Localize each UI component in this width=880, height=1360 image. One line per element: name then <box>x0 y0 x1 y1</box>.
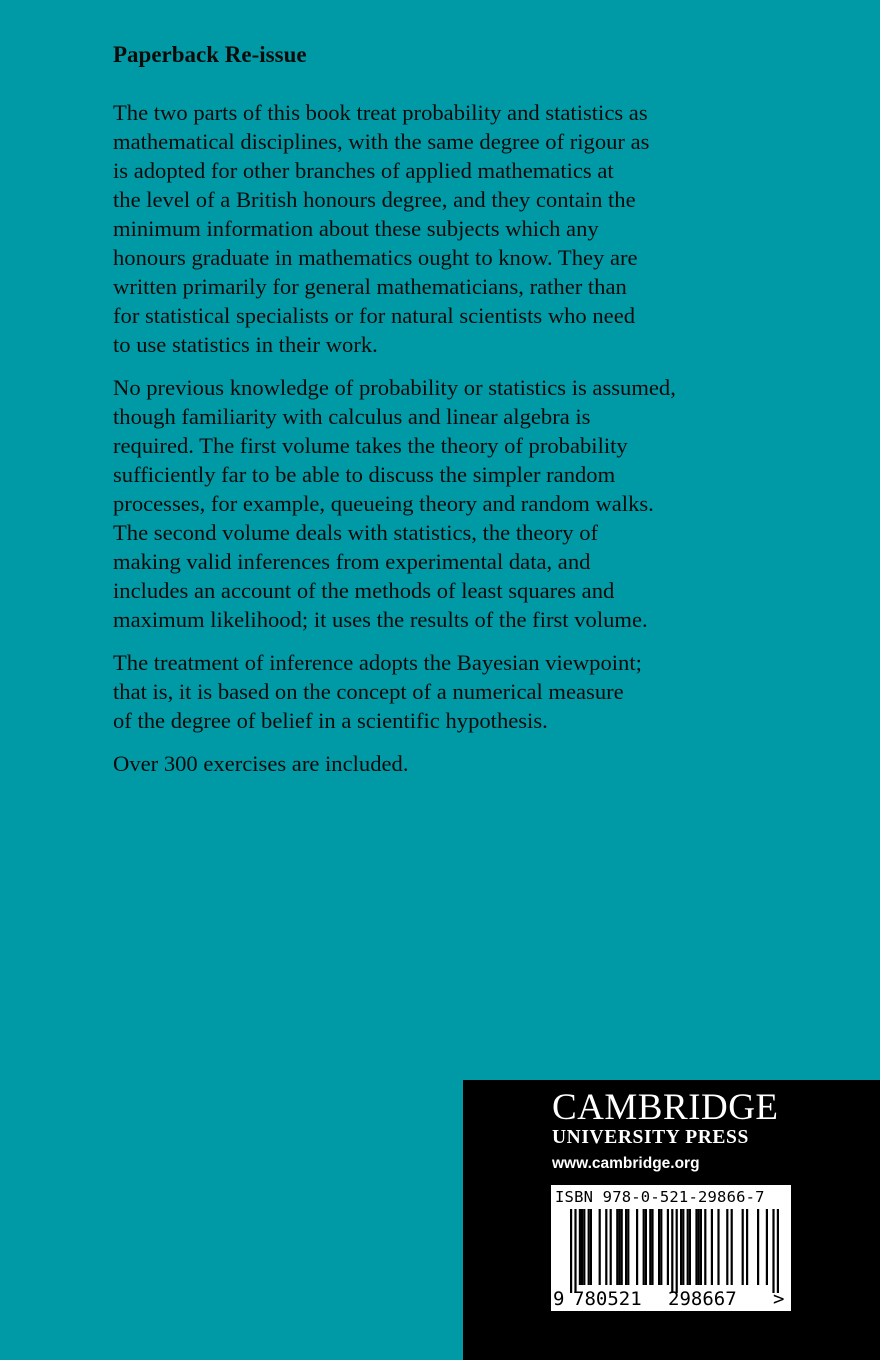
barcode-bar <box>700 1209 702 1285</box>
text-line: for statistical specialists or for natural scientists who need <box>113 303 636 328</box>
barcode-bar <box>695 1209 697 1285</box>
barcode-graphic <box>551 1185 791 1311</box>
text-line: maximum likelihood; it uses the results of the first volume. <box>113 607 648 632</box>
text-line: The second volume deals with statistics, the theory of <box>113 520 599 545</box>
barcode-bar <box>757 1209 759 1285</box>
barcode-bar <box>717 1209 719 1285</box>
barcode-bar <box>627 1209 629 1285</box>
blurb-section <box>113 40 813 792</box>
barcode-bar <box>590 1209 592 1285</box>
publisher-name: CAMBRIDGE <box>552 1087 779 1128</box>
text-line: to use statistics in their work. <box>113 332 378 357</box>
blurb-paragraph-4 <box>113 749 813 778</box>
barcode-bar <box>645 1209 647 1285</box>
barcode-bar <box>574 1209 576 1293</box>
barcode-left-digits: 780521 <box>573 1288 642 1310</box>
barcode-bar <box>667 1209 669 1285</box>
text-line: written primarily for general mathematicians, rather than <box>113 274 627 299</box>
blurb-paragraph-2 <box>113 373 813 634</box>
barcode-bar <box>687 1209 689 1285</box>
barcode-bar <box>746 1209 748 1285</box>
barcode-bar <box>618 1209 620 1285</box>
text-line: Over 300 exercises are included. <box>113 751 409 776</box>
barcode-bar <box>766 1209 768 1285</box>
barcode-bar <box>616 1209 618 1285</box>
barcode-bar <box>711 1209 713 1285</box>
barcode-right-digits: 298667 <box>668 1288 737 1310</box>
barcode-bar <box>651 1209 653 1285</box>
barcode-bar <box>636 1209 638 1285</box>
barcode-bar <box>658 1209 660 1285</box>
barcode-bar <box>588 1209 590 1285</box>
barcode-bar <box>689 1209 691 1285</box>
barcode-bar <box>625 1209 627 1285</box>
text-line: includes an account of the methods of least squares and <box>113 578 615 603</box>
publisher-panel <box>463 1080 880 1360</box>
barcode-bar <box>583 1209 585 1285</box>
barcode-bar <box>731 1209 733 1285</box>
barcode-bars <box>570 1209 779 1293</box>
barcode-bar <box>649 1209 651 1285</box>
barcode-bar <box>605 1209 607 1285</box>
text-line: of the degree of belief in a scientific hypothesis. <box>113 708 548 733</box>
barcode-bar <box>704 1209 706 1285</box>
text-line: processes, for example, queueing theory and random walks. <box>113 491 654 516</box>
blurb-paragraph-1 <box>113 98 813 359</box>
barcode-lead-digit: 9 <box>553 1288 565 1310</box>
text-line: The treatment of inference adopts the Bayesian viewpoint; <box>113 650 642 675</box>
barcode-bar <box>599 1209 601 1285</box>
barcode-bar <box>676 1209 678 1293</box>
isbn-barcode <box>551 1185 791 1311</box>
barcode-bar <box>671 1209 673 1293</box>
barcode-bar <box>570 1209 572 1293</box>
text-line: the level of a British honours degree, and they contain the <box>113 187 636 212</box>
barcode-bar <box>643 1209 645 1285</box>
blurb-paragraph-3 <box>113 648 813 735</box>
text-line: required. The first volume takes the theory of probability <box>113 433 628 458</box>
publisher-subtitle: UNIVERSITY PRESS <box>552 1127 749 1148</box>
barcode-bar <box>581 1209 583 1285</box>
blurb-heading: Paperback Re-issue <box>113 42 307 67</box>
barcode-bar <box>698 1209 700 1285</box>
text-line: sufficiently far to be able to discuss the simpler random <box>113 462 616 487</box>
barcode-bar <box>610 1209 612 1285</box>
text-line: though familiarity with calculus and linear algebra is <box>113 404 591 429</box>
barcode-bar <box>660 1209 662 1285</box>
isbn-label: ISBN 978-0-521-29866-7 <box>555 1188 765 1206</box>
text-line: that is, it is based on the concept of a numerical measure <box>113 679 624 704</box>
barcode-bar <box>772 1209 774 1293</box>
barcode-bar <box>682 1209 684 1285</box>
text-line: honours graduate in mathematics ought to know. They are <box>113 245 638 270</box>
barcode-bar <box>777 1209 779 1293</box>
text-line: mathematical disciplines, with the same degree of rigour as <box>113 129 650 154</box>
barcode-bar <box>680 1209 682 1285</box>
text-line: The two parts of this book treat probability and statistics as <box>113 100 648 125</box>
text-line: making valid inferences from experimental data, and <box>113 549 591 574</box>
barcode-bar <box>579 1209 581 1285</box>
publisher-logo <box>552 1088 779 1128</box>
barcode-bar <box>726 1209 728 1285</box>
text-line: is adopted for other branches of applied mathematics at <box>113 158 614 183</box>
barcode-bar <box>621 1209 623 1285</box>
barcode-bar <box>742 1209 744 1285</box>
publisher-website: www.cambridge.org <box>552 1155 700 1172</box>
barcode-end-marker: > <box>773 1288 785 1310</box>
text-line: minimum information about these subjects which any <box>113 216 599 241</box>
text-line: No previous knowledge of probability or statistics is assumed, <box>113 375 676 400</box>
